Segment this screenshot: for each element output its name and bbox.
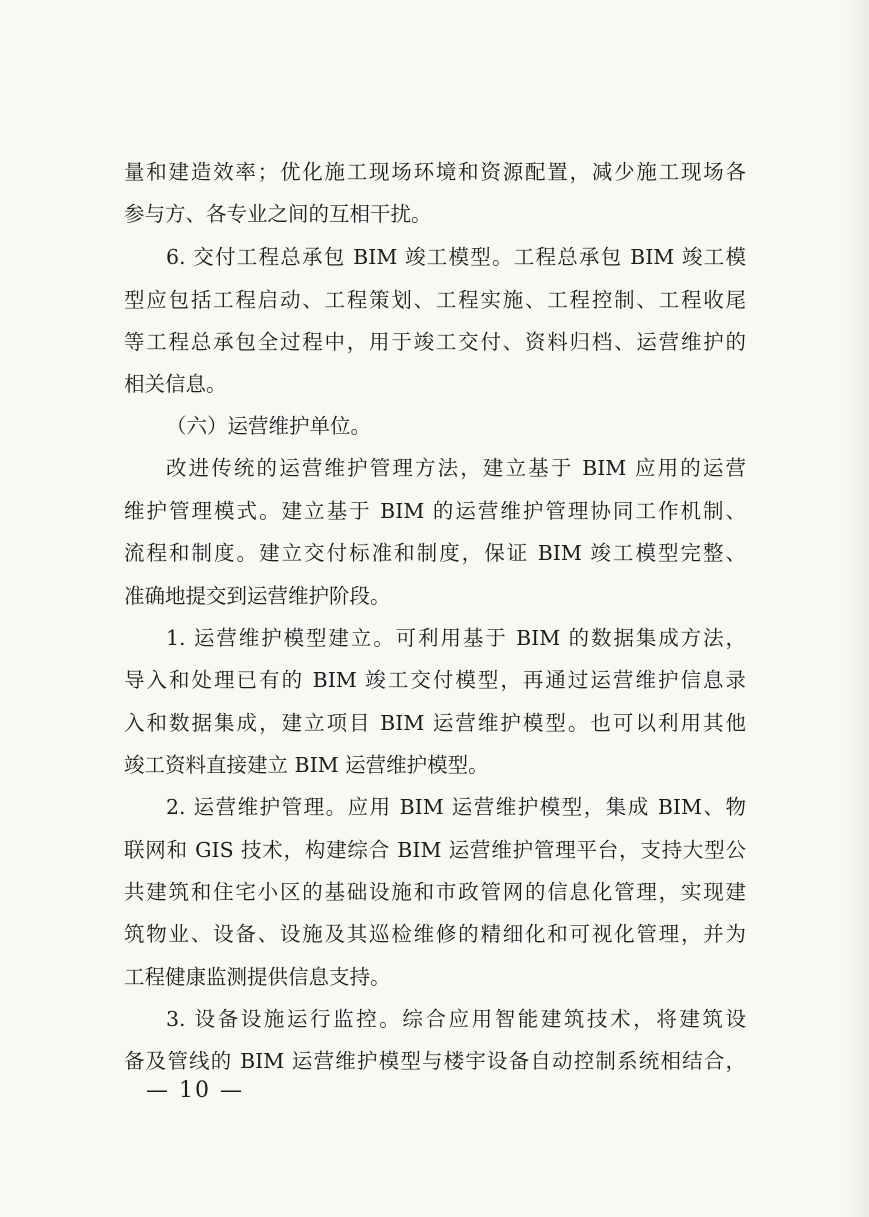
text-line: 参与方、各专业之间的互相干扰。 (124, 202, 432, 226)
text-line: 共建筑和住宅小区的基础设施和市政管网的信息化管理，实现建 (124, 880, 746, 904)
text-line: 入和数据集成，建立项目 BIM 运营维护模型。也可以利用其他 (124, 711, 746, 735)
text-line: 工程健康监测提供信息支持。 (124, 965, 391, 989)
text-line: 量和建造效率；优化施工现场环境和资源配置，减少施工现场各 (124, 160, 746, 184)
text-line: 准确地提交到运营维护阶段。 (124, 584, 391, 608)
text-line: 备及管线的 BIM 运营维护模型与楼宇设备自动控制系统相结合， (124, 1049, 746, 1073)
text-line: 筑物业、设备、设施及其巡检维修的精细化和可视化管理，并为 (124, 922, 746, 946)
scan-edge-shadow (843, 0, 869, 1217)
text-line: 联网和 GIS 技术，构建综合 BIM 运营维护管理平台，支持大型公 (124, 838, 746, 862)
text-line: 型应包括工程启动、工程策划、工程实施、工程控制、工程收尾 (124, 288, 746, 312)
section-heading: （六）运营维护单位。 (166, 414, 371, 438)
text-line: 2. 运营维护管理。应用 BIM 运营维护模型，集成 BIM、物 (166, 795, 746, 819)
text-line: 维护管理模式。建立基于 BIM 的运营维护管理协同工作机制、 (124, 499, 746, 523)
text-line: 6. 交付工程总承包 BIM 竣工模型。工程总承包 BIM 竣工模 (166, 245, 746, 269)
text-line: 流程和制度。建立交付标准和制度，保证 BIM 竣工模型完整、 (124, 541, 746, 565)
text-line: 3. 设备设施运行监控。综合应用智能建筑技术，将建筑设 (166, 1007, 746, 1031)
text-line: 相关信息。 (124, 372, 227, 396)
page-number: — 10 — (146, 1078, 244, 1103)
text-line: 导入和处理已有的 BIM 竣工交付模型，再通过运营维护信息录 (124, 668, 746, 692)
text-line: 改进传统的运营维护管理方法，建立基于 BIM 应用的运营 (166, 456, 746, 480)
text-line: 等工程总承包全过程中，用于竣工交付、资料归档、运营维护的 (124, 330, 746, 354)
text-line: 竣工资料直接建立 BIM 运营维护模型。 (124, 753, 489, 777)
text-line: 1. 运营维护模型建立。可利用基于 BIM 的数据集成方法， (166, 626, 746, 650)
